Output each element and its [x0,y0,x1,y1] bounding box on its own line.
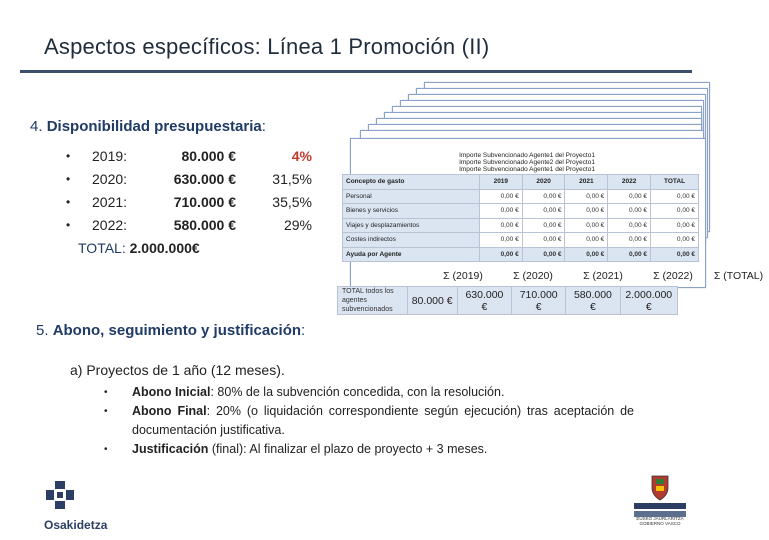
budget-amount: 630.000 € [173,170,236,187]
osakidetza-cross-icon [46,481,74,509]
table-cell: 0,00 € [651,189,699,204]
budget-row: • 2020: 630.000 € 31,5% [66,170,312,187]
bullet-text: : 80% de la subvención concedida, con la resolución. [210,385,505,399]
summary-value: 710.000 € [512,287,566,315]
budget-percent: 4% [291,147,312,164]
row-label: Ayuda por Agente [343,247,480,262]
budget-year: 2022: [92,216,128,233]
row-label: Viajes y desplazamientos [343,218,480,233]
table-cell: 0,00 € [479,233,522,248]
budget-year: 2020: [92,170,128,187]
column-header: 2022 [608,175,651,190]
summary-value: 580.000 € [566,287,620,315]
row-label: Personal [343,189,480,204]
budget-total-label: TOTAL: [78,240,126,256]
budget-row: • 2019: 80.000 € 4% [66,147,312,164]
table-cell: 0,00 € [651,218,699,233]
table-header-row [343,175,699,190]
budget-year: 2019: [92,147,128,164]
bullet-bold: Abono Final [132,404,207,418]
column-header: TOTAL [651,175,699,190]
table-cell: 0,00 € [651,247,699,262]
table-cell: 0,00 € [479,204,522,219]
osakidetza-logo-text: Osakidetza [44,518,108,532]
summary-header: Σ (TOTAL) [713,270,764,282]
section5-number: 5. [36,322,49,339]
summary-value: 2.000.000 € [620,287,677,315]
list-item: • Abono Inicial: 80% de la subvención concedida, con la resolución. [104,385,505,399]
column-header: 2021 [565,175,608,190]
row-label: Bienes y servicios [343,204,480,219]
budget-total-value: 2.000.000€ [129,240,200,256]
section4-label: Disponibilidad presupuestaria [46,118,262,135]
table-total-row [343,247,699,262]
budget-amount: 80.000 € [181,147,236,164]
subsection-a: a) Proyectos de 1 año (12 meses). [70,362,285,378]
column-header: Concepto de gasto [343,175,480,190]
table-cell: 0,00 € [479,218,522,233]
table-cell: 0,00 € [608,247,651,262]
sheet-title: Importe Subvencionado Agente1 del Proyecto1 [459,152,595,159]
table-cell: 0,00 € [565,247,608,262]
budget-total [78,240,200,256]
table-cell: 0,00 € [479,247,522,262]
subsidy-table [342,174,699,262]
table-cell: 0,00 € [565,189,608,204]
table-cell: 0,00 € [522,204,565,219]
summary-header: Σ (2021) [583,270,623,282]
budget-percent: 29% [283,216,312,233]
section5-colon: : [301,322,306,339]
table-cell: 0,00 € [522,247,565,262]
section4-colon: : [261,118,266,135]
table-cell: 0,00 € [608,218,651,233]
section5-heading [36,322,305,339]
title-divider [20,70,692,73]
slide-title: Aspectos específicos: Línea 1 Promoción (II) [44,34,490,59]
table-cell: 0,00 € [565,204,608,219]
table-row [343,189,699,204]
budget-row: • 2022: 580.000 € 29% [66,216,312,233]
table-row [343,233,699,248]
eusko-jaurlaritza-shield-icon [632,474,688,522]
sheet-titles [342,152,712,174]
budget-amount: 580.000 € [173,216,236,233]
bullet-bold: Justificación [132,442,209,456]
summary-table [337,286,678,315]
table-cell: 0,00 € [608,204,651,219]
sheet-title: Importe Subvencionado Agente2 del Proyecto1 [459,159,595,166]
table-cell: 0,00 € [608,189,651,204]
budget-amount: 710.000 € [173,193,236,210]
budget-percent: 31,5% [272,170,312,187]
section4-heading [30,118,266,135]
sheet-title: Importe Subvencionado Agente1 del Proyecto1 [459,166,595,173]
table-cell: 0,00 € [651,233,699,248]
table-cell: 0,00 € [608,233,651,248]
table-cell: 0,00 € [565,218,608,233]
table-cell: 0,00 € [651,204,699,219]
table-cell: 0,00 € [522,233,565,248]
table-cell: 0,00 € [522,189,565,204]
summary-headers [428,270,769,282]
front-sheet [342,152,712,262]
list-item: • Justificación (final): Al finalizar el plazo de proyecto + 3 meses. [104,442,488,456]
column-header: 2019 [479,175,522,190]
bullet-text: : 20% (o liquidación correspondiente según ejecución) tras aceptación de documentación justificativa. [132,404,634,437]
eusko-jaurlaritza-logo-text: EUSKO JAURLARITZA GOBIERNO VASCO [636,516,684,526]
column-header: 2020 [522,175,565,190]
row-label: Costes indirectos [343,233,480,248]
budget-percent: 35,5% [272,193,312,210]
table-cell: 0,00 € [565,233,608,248]
list-item: • Abono Final: 20% (o liquidación correspondiente según ejecución) tras aceptación de documentación justificativa. [104,404,634,437]
summary-header: Σ (2022) [653,270,693,282]
table-cell: 0,00 € [479,189,522,204]
summary-header: Σ (2020) [513,270,553,282]
budget-row: • 2021: 710.000 € 35,5% [66,193,312,210]
payment-bullets [104,383,634,459]
summary-value: 630.000 € [457,287,511,315]
table-row [343,204,699,219]
summary-box [342,270,769,313]
budget-year-list [66,144,312,236]
table-row [343,218,699,233]
summary-header: Σ (2019) [443,270,483,282]
bullet-text: (final): Al finalizar el plazo de proyecto + 3 meses. [208,442,488,456]
table-cell: 0,00 € [522,218,565,233]
budget-year: 2021: [92,193,128,210]
summary-value: 80.000 € [407,287,457,315]
summary-row [338,287,678,315]
bullet-bold: Abono Inicial [132,385,211,399]
section4-number: 4. [30,118,43,135]
summary-label: TOTAL todos los agentes subvencionados [338,287,408,315]
section5-label: Abono, seguimiento y justificación [52,322,302,339]
